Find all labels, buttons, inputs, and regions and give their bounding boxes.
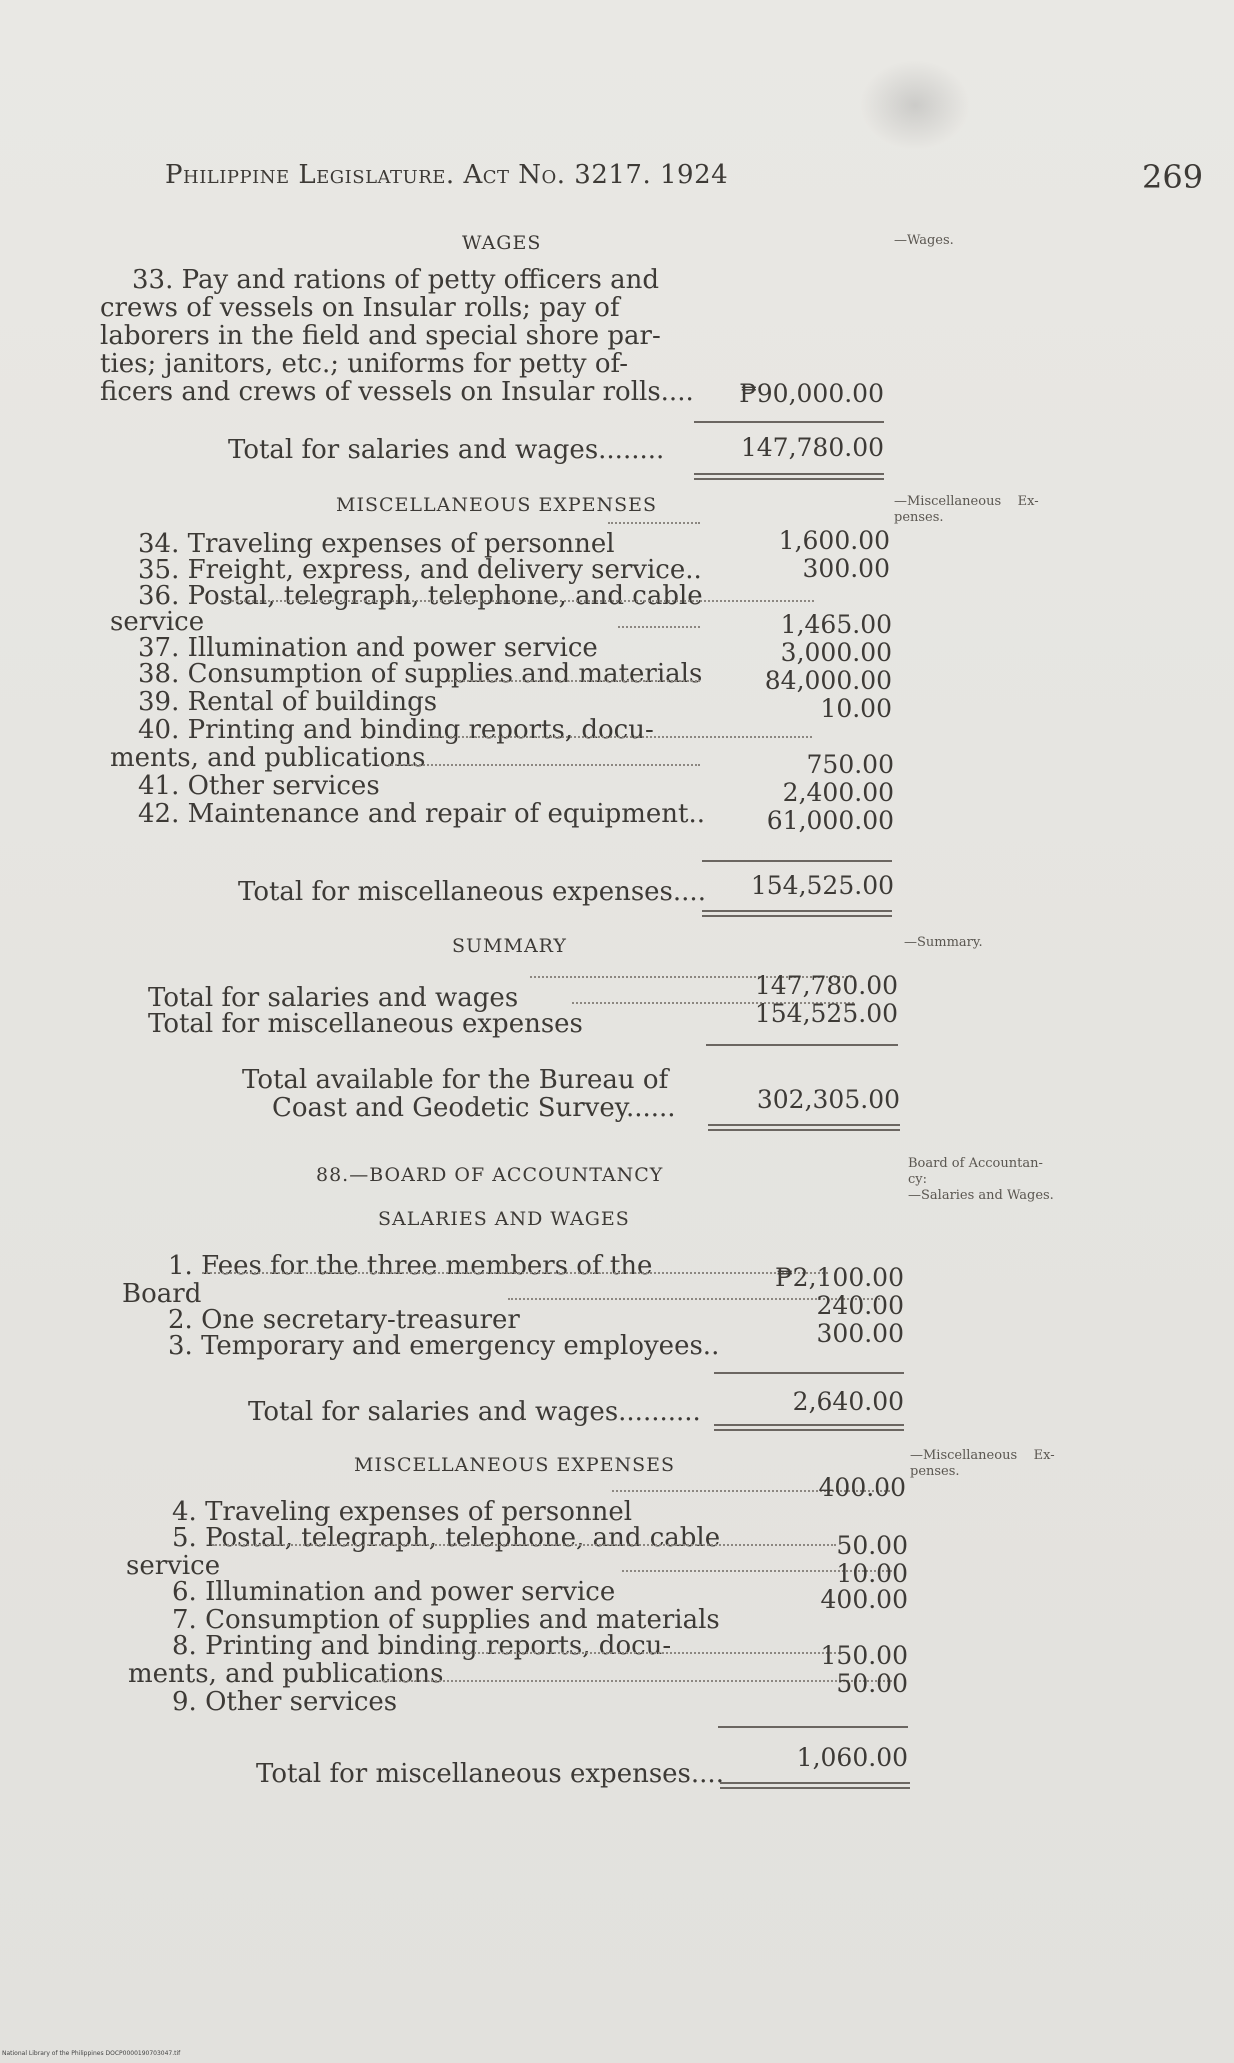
misc1-margin-note: —Miscellaneous Ex- penses. xyxy=(894,494,1039,525)
rule xyxy=(702,860,892,862)
line-item-label: 37. Illumination and power service xyxy=(138,633,598,663)
wages-margin-note: —Wages. xyxy=(894,233,954,248)
dot-leader xyxy=(220,600,814,602)
line-item-label: 35. Freight, express, and delivery service.. xyxy=(138,555,702,585)
summary-row-amount: 154,525.00 xyxy=(754,999,898,1028)
scan-footer: National Library of the Philippines DOCP0000190703047.tif xyxy=(2,2050,181,2057)
double-rule xyxy=(702,910,892,917)
line-item-amount: 300.00 xyxy=(816,1319,904,1348)
misc2-heading: MISCELLANEOUS EXPENSES xyxy=(354,1454,676,1476)
dot-leader xyxy=(430,736,812,738)
line-item-amount: 1,600.00 xyxy=(778,526,890,555)
line-item-amount: 400.00 xyxy=(820,1585,908,1614)
line-item-amount: 2,400.00 xyxy=(782,778,894,807)
summary-heading: SUMMARY xyxy=(452,935,567,957)
board-margin-note: Board of Accountan- cy: —Salaries and Wages. xyxy=(908,1156,1054,1203)
line-item-amount: ₱2,100.00 xyxy=(775,1263,904,1292)
line-item-amount: 400.00 xyxy=(818,1473,906,1502)
line-item-amount: 1,465.00 xyxy=(780,610,892,639)
line-item-amount: 240.00 xyxy=(816,1291,904,1320)
ink-smudge xyxy=(860,60,970,150)
line-item-label: 34. Traveling expenses of personnel xyxy=(138,529,615,559)
double-rule xyxy=(708,1124,900,1131)
dot-leader xyxy=(448,680,700,682)
line-item-label: 5. Postal, telegraph, telephone, and cable xyxy=(172,1523,721,1553)
line-item-label: 36. Postal, telegraph, telephone, and cable xyxy=(138,581,703,611)
line-item-label: 3. Temporary and emergency employees.. xyxy=(168,1331,720,1361)
wages-total-amount: 147,780.00 xyxy=(740,433,884,462)
page-number: 269 xyxy=(1142,158,1204,196)
line-item-label: 1. Fees for the three members of the xyxy=(168,1251,653,1281)
double-rule xyxy=(714,1424,904,1431)
line-item-amount: 300.00 xyxy=(802,554,890,583)
line-item-label: 39. Rental of buildings xyxy=(138,687,438,717)
dot-leader xyxy=(608,522,700,524)
line-item-label: 4. Traveling expenses of personnel xyxy=(172,1497,633,1527)
line-item-label: 42. Maintenance and repair of equipment.. xyxy=(138,799,705,829)
wages-heading: WAGES xyxy=(462,232,542,254)
line-item-label: service xyxy=(126,1551,221,1581)
double-rule xyxy=(720,1782,910,1789)
summary-margin-note: —Summary. xyxy=(904,935,983,950)
document-page: Philippine Legislature. Act No. 3217. 1924 269 WAGES —Wages. 33. Pay and rations of petty officers and crews of vessels on Insular rolls; pay of laborers in the field and special shore par- ties; janitors, etc.; uniforms for petty of- ficers and crews of vessels on Insular rolls.... ₱90,000.00 Total for salaries and wages........ 147,780.00 MISCELLANEOUS EXPENSES —Miscellaneous Ex- penses. 34. Traveling expenses of personnel 1,600.00 35. Freight, express, and delivery service.. 300.00 36. Postal, telegraph, telephone, and cable service 1,465.00 37. Illumination and power service 3,000.00 38. Consumption of supplies and materials 84,000.00 39. Rental of buildings 10.00 40. Printing and binding reports, docu- ments, and publications 750.00 41. Other services 2,400.00 42. Maintenance and repair of equipment.. 61,000.00 Total for miscellaneous expenses.... 154,525.00 SUMMARY —Summary. Total for salaries and wages 147,780.00 Total for miscellaneous expenses 154,525.00 Total available for the Bureau of Coast and Geodetic Survey...... 302,305.00 88.—BOARD OF ACCOUNTANCY Board of Accountan- cy: —Salaries and Wages. SALARIES AND WAGES 1. Fees for the three members of the Board ₱2,100.00 2. One secretary-treasurer 240.00 3. Temporary and emergency employees.. 300.00 Total for salaries and wages.......... 2,640.00 MISCELLANEOUS EXPENSES —Miscellaneous Ex- penses. 4. Traveling expenses of personnel 400.00 5. Postal, telegraph, telephone, and cable service 50.00 6. Illumination and power service 10.00 7. Consumption of supplies and materials 400.00 8. Printing and binding reports, docu- ments, and publications 150.00 9. Other services 50.00 Total for miscellaneous expenses.... 1,060.00 National Library of the Philippines DOCP0000190703047.tif xyxy=(0,0,1234,2063)
board-sub-heading: SALARIES AND WAGES xyxy=(378,1208,630,1230)
misc2-total-amount: 1,060.00 xyxy=(796,1743,908,1772)
line-item-label: 41. Other services xyxy=(138,771,380,801)
line-item-amount: 10.00 xyxy=(836,1559,908,1588)
line-item-amount: 750.00 xyxy=(806,750,894,779)
line-item-label: ments, and publications xyxy=(110,743,426,773)
misc1-total-amount: 154,525.00 xyxy=(750,871,894,900)
line-item-label: ments, and publications xyxy=(128,1659,444,1689)
page-header: Philippine Legislature. Act No. 3217. 1924 xyxy=(165,160,729,190)
line-item-amount: 61,000.00 xyxy=(766,806,894,835)
line-item-amount: 10.00 xyxy=(820,694,892,723)
rule xyxy=(706,1044,898,1046)
item-33-amount: ₱90,000.00 xyxy=(739,379,884,408)
line-item-label: 9. Other services xyxy=(172,1687,398,1717)
line-item-label: 2. One secretary-treasurer xyxy=(168,1305,520,1335)
misc2-margin-note: —Miscellaneous Ex- penses. xyxy=(910,1448,1055,1479)
misc1-heading: MISCELLANEOUS EXPENSES xyxy=(336,494,658,516)
board-total-amount: 2,640.00 xyxy=(792,1387,904,1416)
summary-total-amount: 302,305.00 xyxy=(756,1085,900,1114)
board-heading: 88.—BOARD OF ACCOUNTANCY xyxy=(316,1164,664,1186)
line-item-label: 7. Consumption of supplies and materials xyxy=(172,1605,720,1635)
line-item-label: 38. Consumption of supplies and materials xyxy=(138,659,703,689)
line-item-label: Board xyxy=(122,1279,202,1309)
line-item-amount: 84,000.00 xyxy=(764,666,892,695)
double-rule xyxy=(694,473,884,480)
summary-row-amount: 147,780.00 xyxy=(754,971,898,1000)
dot-leader xyxy=(388,764,700,766)
rule xyxy=(718,1726,908,1728)
rule xyxy=(714,1372,904,1374)
line-item-amount: 50.00 xyxy=(836,1531,908,1560)
line-item-label: 6. Illumination and power service xyxy=(172,1577,616,1607)
line-item-amount: 3,000.00 xyxy=(780,638,892,667)
line-item-label: 40. Printing and binding reports, docu- xyxy=(138,715,654,745)
dot-leader xyxy=(618,626,700,628)
line-item-amount: 150.00 xyxy=(820,1641,908,1670)
line-item-amount: 50.00 xyxy=(836,1669,908,1698)
rule xyxy=(694,421,884,423)
line-item-label: service xyxy=(110,607,205,637)
line-item-label: 8. Printing and binding reports, docu- xyxy=(172,1631,672,1661)
